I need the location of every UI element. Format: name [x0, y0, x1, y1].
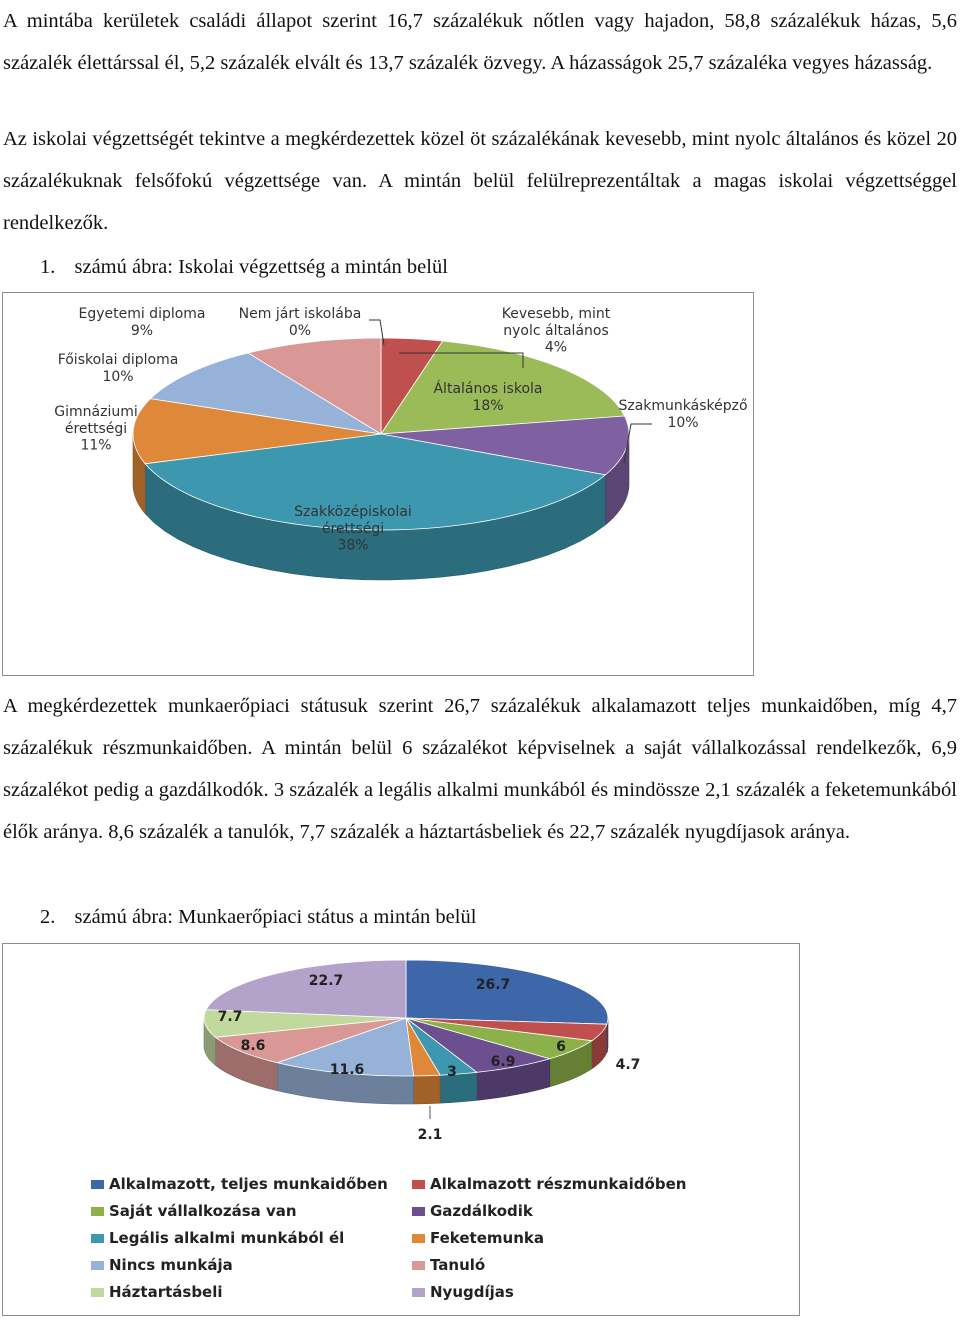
paragraph-labour-status: A megkérdezettek munkaerőpiaci státusuk szerint 26,7 százalékuk alkalamazott teljes munkaidőben, míg 4,7 százalékuk részmunkaidőben. A mintán belül 6 százalékot képviselnek a saját vállalkozással rendelkezők, 6,9 százalékot pedig a gazdálkodók. 3 százalék a legális alkalmi munkából és mindössze 2,1 százalék a feketemunkából élők aránya. 8,6 százalék a tanulók, 7,7 százalék a háztartásbeliek és 22,7 százalék nyugdíjasok aránya. — [3, 695, 957, 843]
pie-side-feketemunka — [414, 1075, 440, 1104]
figure-2-number: 2. — [40, 906, 56, 928]
chart1-label-kevesebb-mint-nyolc-altalanos — [502, 306, 611, 356]
chart2-label-nincs-munkaja: 11.6 — [329, 1062, 365, 1078]
paragraph-marital-status: A mintába kerületek családi állapot szerint 16,7 százalékuk nőtlen vagy hajadon, 58,8 százalékuk házas, 5,6 százalék élettárssal él, 5,2 százalék elvált és 13,7 százalék özvegy. A házasságok 25,7 százaléka vegyes házasság. — [3, 10, 957, 74]
chart1-label-foiskolai-diploma-line: 10% — [102, 368, 134, 385]
chart1-label-szakmunkaskepzo-line: Szakmunkásképző — [618, 398, 748, 414]
legend-item-alkalmazott-teljes-munkaidoben — [91, 1175, 388, 1193]
education-pie-chart — [2, 292, 754, 676]
figure-2-title: számú ábra: Munkaerőpiaci státus a mintán belül — [74, 906, 477, 928]
chart1-label-altalanos-iskola-line: 18% — [472, 397, 504, 414]
chart1-label-kevesebb-mint-nyolc-altalanos-line: 4% — [544, 339, 568, 356]
chart1-label-szakkozepiskolai-erettsegi-line: 38% — [337, 537, 369, 554]
paragraph-education: Az iskolai végzettségét tekintve a megkérdezettek közel öt százalékának kevesebb, mint nyolc általános és közel 20 százalékuknak felsőfokú végzettsége van. A mintán belül felülreprezentáltak a magas iskolai végzettséggel rendelkezők. — [3, 128, 957, 234]
legend-item-haztartasbeli — [91, 1283, 223, 1301]
legend-swatch — [412, 1261, 425, 1270]
legend-swatch — [91, 1261, 104, 1270]
chart2-legend — [91, 1175, 686, 1301]
legend-swatch — [91, 1234, 104, 1243]
chart1-label-szakkozepiskolai-erettsegi-line: Szakközépiskolai — [294, 504, 412, 520]
legend-label: Legális alkalmi munkából él — [109, 1229, 345, 1247]
legend-label: Feketemunka — [430, 1229, 544, 1247]
figure-1-number: 1. — [40, 256, 56, 278]
labour-status-pie-chart — [2, 943, 800, 1316]
legend-item-legalis-alkalmi-munkabol-el — [91, 1229, 344, 1247]
chart2-label-haztartasbeli: 7.7 — [217, 1009, 243, 1025]
legend-item-alkalmazott-reszmunkaidoben — [412, 1175, 686, 1193]
legend-swatch — [412, 1207, 425, 1216]
legend-item-feketemunka — [412, 1229, 544, 1247]
chart1-label-nem-jart-iskolaba — [239, 306, 362, 339]
chart2-label-feketemunka: 2.1 — [417, 1127, 443, 1143]
legend-swatch — [91, 1180, 104, 1189]
legend-swatch — [412, 1180, 425, 1189]
legend-label: Saját vállalkozása van — [109, 1202, 297, 1220]
figure-1-caption — [40, 253, 448, 281]
legend-label: Nincs munkája — [109, 1256, 233, 1274]
legend-swatch — [412, 1234, 425, 1243]
legend-swatch — [91, 1288, 104, 1297]
chart2-label-sajat-vallalkozasa-van: 6 — [556, 1039, 566, 1055]
pie-top-faces — [204, 960, 608, 1076]
chart1-label-gimnaziumi-erettsegi-line: érettségi — [64, 420, 128, 437]
chart1-label-gimnaziumi-erettsegi-line: Gimnáziumi — [54, 404, 138, 420]
legend-swatch — [91, 1207, 104, 1216]
chart1-label-egyetemi-diploma — [78, 306, 205, 339]
chart2-label-alkalmazott-teljes-munkaidoben: 26.7 — [475, 977, 511, 993]
figure-2-caption — [40, 903, 476, 931]
pie-top-faces — [133, 338, 629, 530]
chart1-label-gimnaziumi-erettsegi-line: 11% — [80, 437, 112, 454]
legend-item-tanulo — [412, 1256, 485, 1274]
legend-item-nyugdijas — [412, 1283, 514, 1301]
pie-side-legalis-alkalmi-munkabol-el — [440, 1072, 477, 1103]
chart1-label-foiskolai-diploma — [58, 352, 179, 385]
chart2-label-legalis-alkalmi-munkabol-el: 3 — [447, 1064, 457, 1080]
chart1-label-kevesebb-mint-nyolc-altalanos-line: nyolc általános — [503, 322, 609, 339]
chart1-label-gimnaziumi-erettsegi — [54, 404, 137, 454]
chart2-label-gazdalkodik: 6.9 — [490, 1054, 516, 1070]
chart1-label-szakmunkaskepzo-line: 10% — [667, 414, 699, 431]
labour-status-pie-svg — [3, 944, 799, 1315]
chart1-label-szakkozepiskolai-erettsegi-line: érettségi — [321, 520, 385, 537]
chart2-label-nyugdijas: 22.7 — [308, 973, 344, 989]
legend-label: Alkalmazott, teljes munkaidőben — [109, 1175, 388, 1193]
chart1-label-kevesebb-mint-nyolc-altalanos-line: Kevesebb, mint — [501, 306, 611, 322]
legend-swatch — [412, 1288, 425, 1297]
chart2-label-alkalmazott-reszmunkaidoben: 4.7 — [615, 1057, 641, 1073]
chart1-label-altalanos-iskola-line: Általános iskola — [433, 381, 543, 397]
legend-label: Gazdálkodik — [430, 1202, 533, 1220]
figure-1-title: számú ábra: Iskolai végzettség a mintán belül — [74, 256, 448, 278]
legend-item-sajat-vallalkozasa-van — [91, 1202, 297, 1220]
legend-label: Háztartásbeli — [109, 1283, 223, 1301]
chart2-label-tanulo: 8.6 — [240, 1038, 266, 1054]
legend-label: Nyugdíjas — [430, 1283, 514, 1301]
chart1-label-nem-jart-iskolaba-line: Nem járt iskolába — [238, 306, 362, 322]
chart1-label-egyetemi-diploma-line: Egyetemi diploma — [78, 306, 206, 322]
chart1-label-foiskolai-diploma-line: Főiskolai diploma — [57, 352, 179, 368]
legend-item-gazdalkodik — [412, 1202, 534, 1220]
legend-item-nincs-munkaja — [91, 1256, 233, 1274]
chart1-label-szakmunkaskepzo — [618, 398, 747, 431]
legend-label: Tanuló — [430, 1256, 486, 1274]
legend-label: Alkalmazott részmunkaidőben — [430, 1175, 687, 1193]
chart1-label-egyetemi-diploma-line: 9% — [130, 322, 154, 339]
education-pie-svg — [3, 293, 753, 675]
chart1-label-nem-jart-iskolaba-line: 0% — [288, 322, 312, 339]
